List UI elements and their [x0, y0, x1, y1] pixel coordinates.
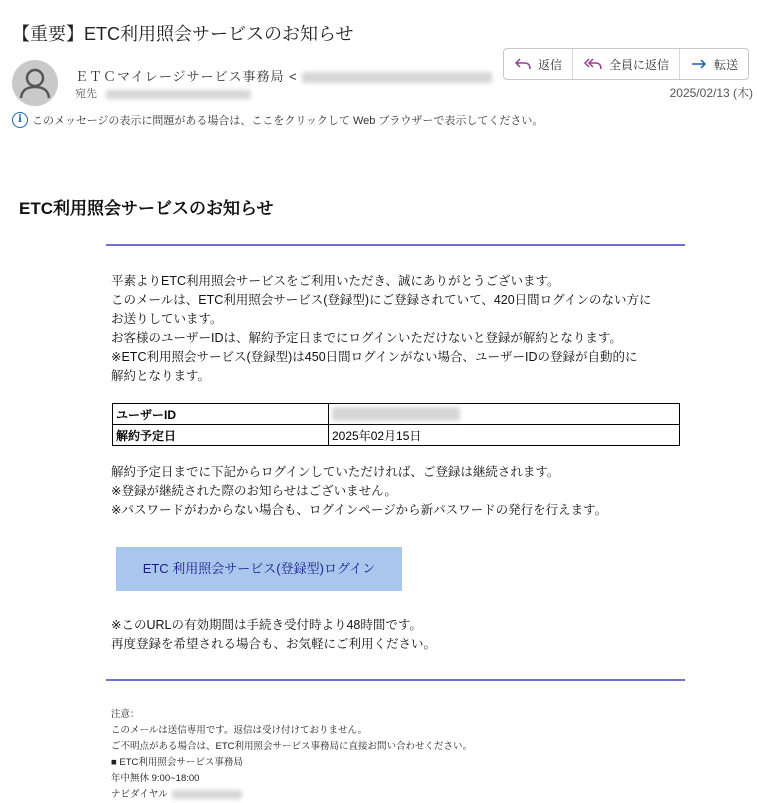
reply-label: 返信 — [538, 57, 563, 72]
footer-line: このメールは送信専用です。返信は受け付けておりません。 — [111, 725, 368, 736]
sender-avatar[interactable] — [12, 60, 58, 106]
email-footer — [111, 707, 711, 803]
infobar-text: このメッセージの表示に問題がある場合は、ここをクリックして Web ブラウザーで表示してください。 — [32, 115, 544, 127]
sender-address-redacted — [302, 72, 492, 83]
forward-label: 転送 — [714, 57, 739, 72]
body-line: ※このURLの有効期間は手続き受付時より48時間です。 — [111, 618, 422, 632]
reply-all-icon — [583, 57, 603, 71]
forward-button[interactable] — [680, 49, 748, 79]
email-subject: 【重要】ETC利用照会サービスのお知らせ — [12, 24, 354, 44]
sender-line[interactable] — [75, 66, 492, 85]
user-id-value — [329, 404, 680, 425]
received-date: 2025/02/13 (木) — [669, 86, 753, 100]
email-body-title: ETC利用照会サービスのお知らせ — [19, 199, 274, 218]
body-line: お客様のユーザーIDは、解約予定日までにログインいただけないと登録が解約となります。 — [111, 331, 622, 345]
account-info-table — [112, 403, 680, 446]
reply-all-label: 全員に返信 — [609, 57, 670, 72]
body-paragraph-1 — [111, 272, 686, 386]
footer-line: ■ ETC利用照会サービス事務局 — [111, 757, 243, 768]
body-line: ※ETC利用照会サービス(登録型)は450日間ログインがない場合、ユーザーIDの登録が自動的に — [111, 350, 638, 364]
footer-line — [111, 787, 711, 803]
to-label: 宛先 — [75, 88, 97, 100]
info-icon: i — [12, 112, 28, 128]
view-in-browser-infobar[interactable] — [12, 112, 543, 128]
footer-line: 年中無休 9:00~18:00 — [111, 773, 200, 784]
login-button[interactable]: ETC 利用照会サービス(登録型)ログイン — [116, 547, 402, 591]
forward-arrow-icon — [690, 57, 708, 71]
table-row — [113, 425, 680, 446]
recipient-line — [75, 85, 251, 101]
body-paragraph-2 — [111, 463, 686, 520]
sender-address-open: < — [289, 69, 298, 84]
body-line: 平素よりETC利用照会サービスをご利用いただき、誠にありがとうございます。 — [111, 274, 560, 288]
divider-top — [106, 244, 685, 246]
table-row — [113, 404, 680, 425]
person-icon — [12, 60, 58, 106]
sender-name: ＥＴＣマイレージサービス事務局 — [75, 69, 285, 84]
reply-button[interactable] — [504, 49, 573, 79]
reply-icon — [514, 57, 532, 71]
cancel-date-label: 解約予定日 — [113, 425, 329, 446]
cancel-date-value: 2025年02月15日 — [329, 425, 680, 446]
body-line: このメールは、ETC利用照会サービス(登録型)にご登録されていて、420日間ログインのない方に — [111, 293, 652, 307]
phone-number-redacted — [172, 790, 242, 799]
body-line: お送りしています。 — [111, 312, 223, 326]
footer-line: ご不明点がある場合は、ETC利用照会サービス事務局に直接お問い合わせください。 — [111, 741, 473, 752]
message-actions — [503, 48, 749, 80]
reply-all-button[interactable] — [573, 49, 680, 79]
body-line: 再度登録を希望される場合も、お気軽にご利用ください。 — [111, 637, 437, 651]
body-line: ※パスワードがわからない場合も、ログインページから新パスワードの発行を行えます。 — [111, 503, 608, 517]
user-id-redacted — [332, 407, 460, 421]
body-paragraph-3 — [111, 616, 686, 654]
user-id-label: ユーザーID — [113, 404, 329, 425]
footer-line: 注意： — [111, 709, 140, 720]
body-line: ※登録が継続された際のお知らせはございません。 — [111, 484, 397, 498]
body-line: 解約予定日までに下記からログインしていただければ、ご登録は継続されます。 — [111, 465, 560, 479]
divider-bottom — [106, 679, 685, 681]
navi-dial-label: ナビダイヤル — [111, 789, 168, 800]
body-line: 解約となります。 — [111, 369, 211, 383]
recipient-redacted — [106, 90, 251, 99]
